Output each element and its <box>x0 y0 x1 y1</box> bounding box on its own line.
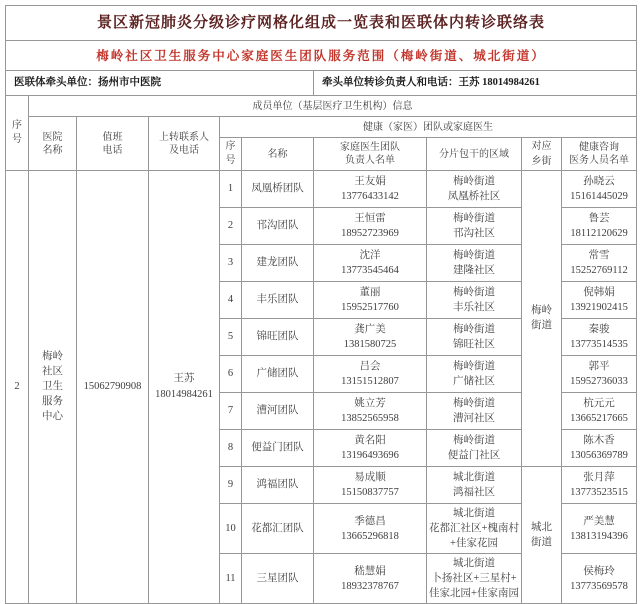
col-header-referral-contact: 上转联系人 及电话 <box>149 117 220 171</box>
col-header-team-leader: 家庭医生团队 负责人名单 <box>314 138 427 171</box>
referral-table <box>5 5 637 604</box>
township-cell-chengbei: 城北街道 <box>522 467 562 604</box>
team-region-cell: 梅岭街道 建隆社区 <box>427 245 522 282</box>
col-header-hospital-name: 医院 名称 <box>29 117 77 171</box>
team-name-cell: 三星团队 <box>242 554 314 604</box>
team-name-cell: 鸿福团队 <box>242 467 314 504</box>
col-header-consultant: 健康咨询 医务人员名单 <box>562 138 637 171</box>
consultant-cell: 严美慧 13813194396 <box>562 504 637 554</box>
team-seq-cell: 10 <box>220 504 242 554</box>
team-seq-cell: 1 <box>220 171 242 208</box>
team-region-cell: 梅岭街道 邗沟社区 <box>427 208 522 245</box>
col-header-sub-seq: 序号 <box>220 138 242 171</box>
consultant-cell: 张月萍 13773523515 <box>562 467 637 504</box>
team-row <box>6 171 637 208</box>
col-header-team-group: 健康（家医）团队或家庭医生 <box>220 117 637 138</box>
team-region-cell: 梅岭街道 便益门社区 <box>427 430 522 467</box>
team-leader-cell: 沈洋 13773545464 <box>314 245 427 282</box>
col-header-region: 分片包干的区域 <box>427 138 522 171</box>
col-header-member-info: 成员单位（基层医疗卫生机构）信息 <box>29 96 637 117</box>
team-region-cell: 梅岭街道 锦旺社区 <box>427 319 522 356</box>
team-region-cell: 梅岭街道 漕河社区 <box>427 393 522 430</box>
team-name-cell: 建龙团队 <box>242 245 314 282</box>
team-region-cell: 城北街道 花都汇社区+槐南村 +佳家花园 <box>427 504 522 554</box>
team-name-cell: 凤凰桥团队 <box>242 171 314 208</box>
team-seq-cell: 11 <box>220 554 242 604</box>
team-leader-cell: 龚广美 1381580725 <box>314 319 427 356</box>
team-leader-cell: 王恒雷 18952723969 <box>314 208 427 245</box>
team-seq-cell: 9 <box>220 467 242 504</box>
consultant-cell: 鲁芸 18112120629 <box>562 208 637 245</box>
team-name-cell: 漕河团队 <box>242 393 314 430</box>
consultant-cell: 侯梅玲 13773569578 <box>562 554 637 604</box>
team-seq-cell: 8 <box>220 430 242 467</box>
township-cell-meiling: 梅岭街道 <box>522 171 562 467</box>
consultant-cell: 孙晓云 15161445029 <box>562 171 637 208</box>
team-leader-cell: 嵇慧娟 18932378767 <box>314 554 427 604</box>
consultant-cell: 郭平 15952736033 <box>562 356 637 393</box>
team-seq-cell: 6 <box>220 356 242 393</box>
team-seq-cell: 3 <box>220 245 242 282</box>
col-header-duty-phone: 值班 电话 <box>77 117 149 171</box>
team-name-cell: 便益门团队 <box>242 430 314 467</box>
team-leader-cell: 姚立芳 13852565958 <box>314 393 427 430</box>
team-leader-cell: 吕会 13151512807 <box>314 356 427 393</box>
col-header-seq: 序号 <box>6 96 29 171</box>
consultant-cell: 杭元元 13665217665 <box>562 393 637 430</box>
consultant-cell: 秦骏 13773514535 <box>562 319 637 356</box>
team-leader-cell: 季德昌 13665296818 <box>314 504 427 554</box>
team-region-cell: 梅岭街道 凤凰桥社区 <box>427 171 522 208</box>
team-name-cell: 丰乐团队 <box>242 282 314 319</box>
team-region-cell: 梅岭街道 丰乐社区 <box>427 282 522 319</box>
referral-contact-cell: 王苏 18014984261 <box>149 171 220 604</box>
lead-unit-label: 医联体牵头单位：扬州市中医院 <box>6 71 314 96</box>
team-region-cell: 梅岭街道 广储社区 <box>427 356 522 393</box>
hospital-seq-cell: 2 <box>6 171 29 604</box>
team-leader-cell: 黄名阳 13196493696 <box>314 430 427 467</box>
team-leader-cell: 王友娟 13776433142 <box>314 171 427 208</box>
duty-phone-cell: 15062790908 <box>77 171 149 604</box>
team-leader-cell: 易成顺 15150837757 <box>314 467 427 504</box>
team-seq-cell: 7 <box>220 393 242 430</box>
consultant-cell: 陈木香 13056369789 <box>562 430 637 467</box>
team-region-cell: 城北街道 卜扬社区+三星村+ 佳家北园+佳家南园 <box>427 554 522 604</box>
consultant-cell: 常雪 15252769112 <box>562 245 637 282</box>
team-name-cell: 锦旺团队 <box>242 319 314 356</box>
team-seq-cell: 2 <box>220 208 242 245</box>
team-name-cell: 广储团队 <box>242 356 314 393</box>
page-subtitle: 梅岭社区卫生服务中心家庭医生团队服务范围（梅岭街道、城北街道） <box>6 41 637 71</box>
lead-contact-label: 牵头单位转诊负责人和电话：王苏 18014984261 <box>314 71 637 96</box>
team-leader-cell: 董丽 15952517760 <box>314 282 427 319</box>
team-region-cell: 城北街道 鸿福社区 <box>427 467 522 504</box>
team-seq-cell: 4 <box>220 282 242 319</box>
col-header-team-name: 名称 <box>242 138 314 171</box>
col-header-township: 对应乡街 <box>522 138 562 171</box>
team-name-cell: 邗沟团队 <box>242 208 314 245</box>
team-seq-cell: 5 <box>220 319 242 356</box>
hospital-name-cell: 梅岭社区卫生服务中心 <box>29 171 77 604</box>
team-name-cell: 花都汇团队 <box>242 504 314 554</box>
page-title: 景区新冠肺炎分级诊疗网格化组成一览表和医联体内转诊联络表 <box>6 6 637 41</box>
consultant-cell: 倪韩娟 13921902415 <box>562 282 637 319</box>
